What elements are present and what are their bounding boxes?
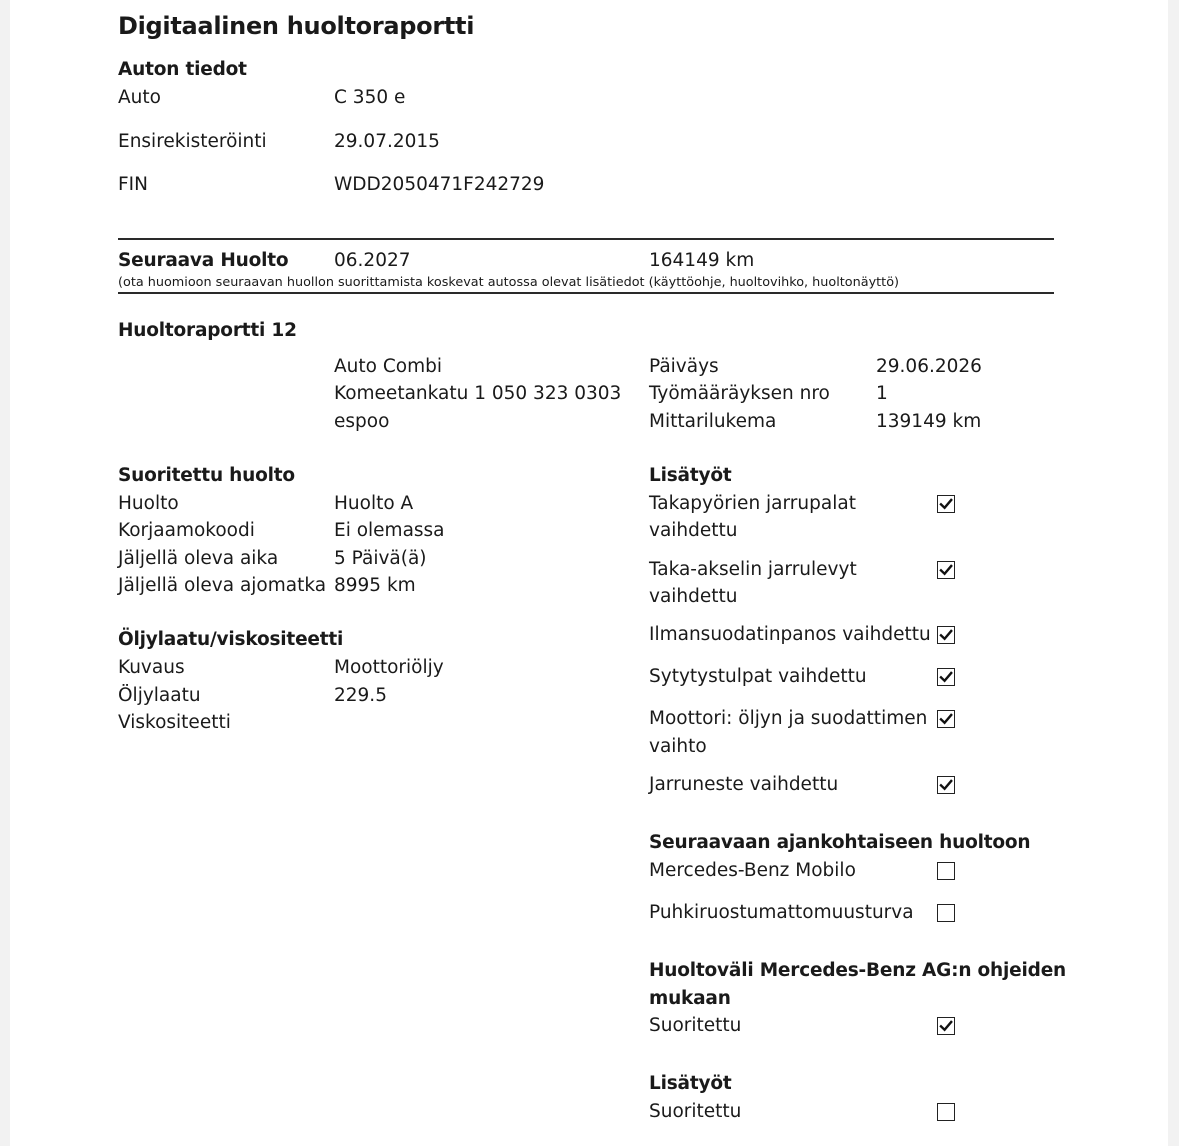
first-registration-label: Ensirekisteröinti: [118, 131, 267, 152]
mobilo-checkbox[interactable]: [937, 862, 955, 880]
extra-work-item-label: Moottori: öljyn ja suodattimen: [649, 708, 928, 729]
remaining-time-label: Jäljellä oleva aika: [118, 548, 279, 569]
oil-heading: Öljylaatu/viskositeetti: [118, 629, 344, 650]
extra-work-checkbox[interactable]: [937, 776, 955, 794]
extra-work-item-label-cont: vaihdettu: [649, 520, 738, 541]
divider-top: [118, 238, 1054, 240]
remaining-distance-value: 8995 km: [334, 575, 416, 596]
remaining-time-value: 5 Päivä(ä): [334, 548, 427, 569]
date-value: 29.06.2026: [876, 356, 982, 377]
extra-work-2-done-checkbox[interactable]: [937, 1103, 955, 1121]
service-report-heading: Huoltoraportti 12: [118, 320, 297, 341]
next-current-service-heading: Seuraavaan ajankohtaiseen huoltoon: [649, 832, 1031, 853]
extra-work-item-label: Takapyörien jarrupalat: [649, 493, 856, 514]
viscosity-label: Viskositeetti: [118, 712, 231, 733]
extra-work-item-label-cont: vaihto: [649, 736, 707, 757]
rust-warranty-label: Puhkiruostumattomuusturva: [649, 902, 914, 923]
interval-done-label: Suoritettu: [649, 1015, 742, 1036]
extra-work-item-label: Taka-akselin jarrulevyt: [649, 559, 857, 580]
next-service-km: 164149 km: [649, 250, 755, 271]
extra-work-heading: Lisätyöt: [649, 465, 732, 486]
workshop-address: Komeetankatu 1 050 323 0303: [334, 383, 622, 404]
oil-quality-value: 229.5: [334, 685, 387, 706]
extra-work-checkbox[interactable]: [937, 668, 955, 686]
extra-work-item-label: Jarruneste vaihdettu: [649, 774, 839, 795]
date-label: Päiväys: [649, 356, 719, 377]
workshop-code-label: Korjaamokoodi: [118, 520, 255, 541]
fin-value: WDD2050471F242729: [334, 174, 545, 195]
odometer-label: Mittarilukema: [649, 411, 777, 432]
next-service-date: 06.2027: [334, 250, 411, 271]
extra-work-checkbox[interactable]: [937, 495, 955, 513]
first-registration-value: 29.07.2015: [334, 131, 440, 152]
report-title: Digitaalinen huoltoraportti: [118, 12, 475, 40]
car-value: C 350 e: [334, 87, 406, 108]
checkmark-icon: [939, 497, 953, 511]
oil-description-label: Kuvaus: [118, 657, 185, 678]
checkmark-icon: [939, 712, 953, 726]
extra-work-item-label-cont: vaihdettu: [649, 586, 738, 607]
performed-service-heading: Suoritettu huolto: [118, 465, 295, 486]
service-type-label: Huolto: [118, 493, 179, 514]
workshop-city: espoo: [334, 411, 390, 432]
service-type-value: Huolto A: [334, 493, 414, 514]
oil-description-value: Moottoriöljy: [334, 657, 444, 678]
extra-work-item-label: Ilmansuodatinpanos vaihdettu: [649, 624, 931, 645]
extra-work-checkbox[interactable]: [937, 561, 955, 579]
mobilo-label: Mercedes-Benz Mobilo: [649, 860, 856, 881]
odometer-value: 139149 km: [876, 411, 982, 432]
extra-work-2-done-label: Suoritettu: [649, 1101, 742, 1122]
checkmark-icon: [939, 1019, 953, 1033]
extra-work-checkbox[interactable]: [937, 626, 955, 644]
checkmark-icon: [939, 628, 953, 642]
car-label: Auto: [118, 87, 161, 108]
fin-label: FIN: [118, 174, 148, 195]
extra-work-2-heading: Lisätyöt: [649, 1073, 732, 1094]
checkmark-icon: [939, 778, 953, 792]
work-order-value: 1: [876, 383, 888, 404]
car-info-heading: Auton tiedot: [118, 59, 247, 80]
divider-bottom: [118, 292, 1054, 294]
checkmark-icon: [939, 563, 953, 577]
work-order-label: Työmääräyksen nro: [649, 383, 830, 404]
checkmark-icon: [939, 670, 953, 684]
interval-heading-cont: mukaan: [649, 988, 731, 1009]
next-service-label: Seuraava Huolto: [118, 250, 289, 271]
remaining-distance-label: Jäljellä oleva ajomatka: [118, 575, 327, 596]
next-service-note: (ota huomioon seuraavan huollon suorittamista koskevat autossa olevat lisätiedot (käyttöohje, huoltovihko, huoltonäyttö): [118, 275, 900, 290]
oil-quality-label: Öljylaatu: [118, 685, 201, 706]
interval-heading: Huoltoväli Mercedes-Benz AG:n ohjeiden: [649, 960, 1067, 981]
workshop-name: Auto Combi: [334, 356, 442, 377]
workshop-code-value: Ei olemassa: [334, 520, 445, 541]
interval-done-checkbox[interactable]: [937, 1017, 955, 1035]
extra-work-item-label: Sytytystulpat vaihdettu: [649, 666, 867, 687]
rust-warranty-checkbox[interactable]: [937, 904, 955, 922]
extra-work-checkbox[interactable]: [937, 710, 955, 728]
